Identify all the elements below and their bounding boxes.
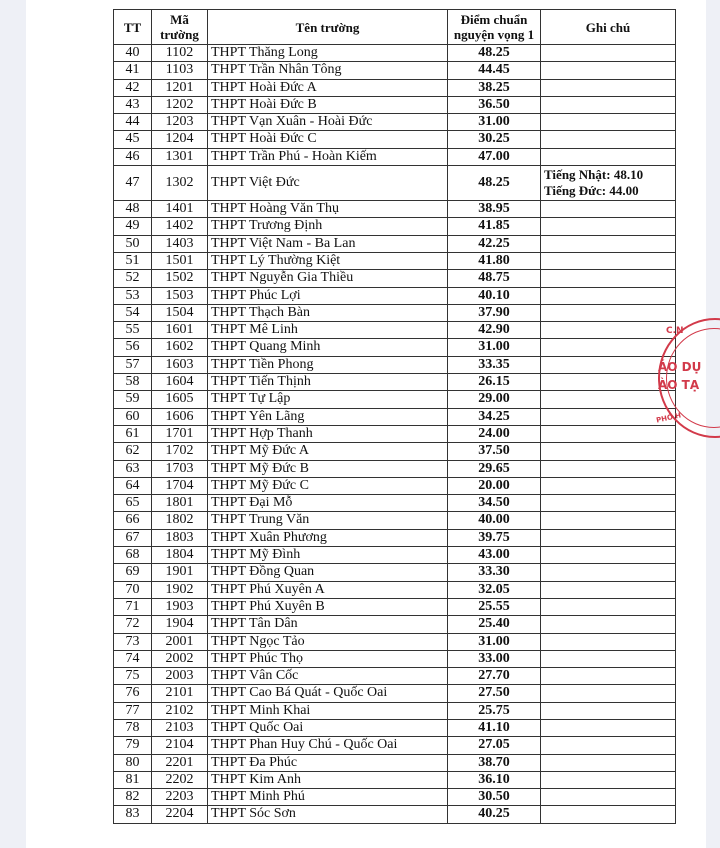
cell-ma-truong: 1504 [152, 304, 208, 321]
cell-tt: 40 [114, 45, 152, 62]
table-row [114, 529, 676, 546]
cell-diem-chuan: 27.50 [448, 685, 541, 702]
cell-diem-chuan: 30.50 [448, 789, 541, 806]
cell-ten-truong: THPT Việt Đức [208, 166, 448, 201]
cell-diem-chuan: 29.00 [448, 391, 541, 408]
table-row [114, 581, 676, 598]
cell-tt: 48 [114, 201, 152, 218]
cell-ten-truong: THPT Hoài Đức B [208, 96, 448, 113]
cell-ten-truong: THPT Việt Nam - Ba Lan [208, 235, 448, 252]
cell-diem-chuan: 34.25 [448, 408, 541, 425]
cell-ma-truong: 1605 [152, 391, 208, 408]
table-row [114, 460, 676, 477]
cell-diem-chuan: 25.75 [448, 702, 541, 719]
cell-diem-chuan: 34.50 [448, 495, 541, 512]
cell-ghi-chu [541, 598, 676, 615]
cell-tt: 67 [114, 529, 152, 546]
cell-ten-truong: THPT Kim Anh [208, 771, 448, 788]
cell-tt: 51 [114, 252, 152, 269]
cell-ten-truong: THPT Vạn Xuân - Hoài Đức [208, 114, 448, 131]
cell-ma-truong: 2102 [152, 702, 208, 719]
cell-diem-chuan: 39.75 [448, 529, 541, 546]
table-row [114, 771, 676, 788]
table-row [114, 218, 676, 235]
cell-diem-chuan: 26.15 [448, 374, 541, 391]
cell-ten-truong: THPT Tiến Thịnh [208, 374, 448, 391]
table-row [114, 166, 676, 201]
table-row [114, 806, 676, 823]
table-row [114, 719, 676, 736]
cell-ten-truong: THPT Mỹ Đình [208, 547, 448, 564]
cell-diem-chuan: 40.10 [448, 287, 541, 304]
table-row [114, 633, 676, 650]
table-row [114, 789, 676, 806]
cell-ghi-chu [541, 633, 676, 650]
table-row [114, 79, 676, 96]
stamp-text: PHÓ H [655, 411, 682, 425]
table-row [114, 322, 676, 339]
table-row [114, 495, 676, 512]
cell-diem-chuan: 38.95 [448, 201, 541, 218]
cell-ma-truong: 2101 [152, 685, 208, 702]
cell-diem-chuan: 38.25 [448, 79, 541, 96]
cell-ghi-chu [541, 806, 676, 823]
cell-ghi-chu [541, 685, 676, 702]
cell-ma-truong: 1402 [152, 218, 208, 235]
cell-ma-truong: 1503 [152, 287, 208, 304]
cell-diem-chuan: 27.70 [448, 668, 541, 685]
table-row [114, 616, 676, 633]
cell-ten-truong: THPT Quang Minh [208, 339, 448, 356]
table-row [114, 45, 676, 62]
cell-ten-truong: THPT Xuân Phương [208, 529, 448, 546]
cell-ten-truong: THPT Hoàng Văn Thụ [208, 201, 448, 218]
cell-ghi-chu [541, 789, 676, 806]
cell-ten-truong: THPT Phan Huy Chú - Quốc Oai [208, 737, 448, 754]
cell-ma-truong: 1802 [152, 512, 208, 529]
cell-diem-chuan: 31.00 [448, 339, 541, 356]
table-row [114, 737, 676, 754]
cell-ghi-chu [541, 477, 676, 494]
table-header-row [114, 10, 676, 45]
cell-ten-truong: THPT Tân Dân [208, 616, 448, 633]
table-row [114, 650, 676, 667]
cell-ma-truong: 1301 [152, 148, 208, 165]
cell-ten-truong: THPT Hoài Đức C [208, 131, 448, 148]
table-row [114, 564, 676, 581]
cell-ma-truong: 1103 [152, 62, 208, 79]
table-row [114, 270, 676, 287]
cell-ma-truong: 1704 [152, 477, 208, 494]
cell-diem-chuan: 29.65 [448, 460, 541, 477]
cell-ten-truong: THPT Yên Lãng [208, 408, 448, 425]
cell-diem-chuan: 25.55 [448, 598, 541, 615]
cell-ma-truong: 1202 [152, 96, 208, 113]
cell-ten-truong: THPT Mỹ Đức C [208, 477, 448, 494]
cell-ten-truong: THPT Minh Khai [208, 702, 448, 719]
cell-diem-chuan: 38.70 [448, 754, 541, 771]
cell-diem-chuan: 33.30 [448, 564, 541, 581]
cell-ten-truong: THPT Ngọc Tảo [208, 633, 448, 650]
table-row [114, 668, 676, 685]
cell-ten-truong: THPT Trần Phú - Hoàn Kiếm [208, 148, 448, 165]
stamp-text: ÀO TẠ [658, 378, 700, 392]
header-diem-chuan: Điểm chuẩn nguyện vọng 1 [448, 10, 541, 45]
cell-diem-chuan: 47.00 [448, 148, 541, 165]
cell-ten-truong: THPT Phúc Thọ [208, 650, 448, 667]
cell-tt: 80 [114, 754, 152, 771]
cell-diem-chuan: 31.00 [448, 114, 541, 131]
stamp-text: ÁO DỤ [658, 360, 702, 374]
cell-diem-chuan: 41.85 [448, 218, 541, 235]
cell-ma-truong: 1901 [152, 564, 208, 581]
table-row [114, 702, 676, 719]
cell-ten-truong: THPT Cao Bá Quát - Quốc Oai [208, 685, 448, 702]
cell-ghi-chu [541, 650, 676, 667]
cell-ten-truong: THPT Phú Xuyên B [208, 598, 448, 615]
cell-ten-truong: THPT Mỹ Đức A [208, 443, 448, 460]
cell-tt: 74 [114, 650, 152, 667]
table-row [114, 547, 676, 564]
header-ghi-chu: Ghi chú [541, 10, 676, 45]
table-row [114, 148, 676, 165]
cell-ma-truong: 1801 [152, 495, 208, 512]
cell-tt: 83 [114, 806, 152, 823]
cell-ghi-chu [541, 79, 676, 96]
cell-ghi-chu [541, 702, 676, 719]
table-row [114, 374, 676, 391]
table-row [114, 235, 676, 252]
cell-ten-truong: THPT Thăng Long [208, 45, 448, 62]
cell-tt: 46 [114, 148, 152, 165]
table-row [114, 598, 676, 615]
cell-tt: 49 [114, 218, 152, 235]
cell-diem-chuan: 37.50 [448, 443, 541, 460]
cell-ghi-chu [541, 754, 676, 771]
cell-ghi-chu [541, 114, 676, 131]
cell-ma-truong: 1904 [152, 616, 208, 633]
cell-ten-truong: THPT Trương Định [208, 218, 448, 235]
cell-diem-chuan: 20.00 [448, 477, 541, 494]
cell-tt: 54 [114, 304, 152, 321]
cell-ma-truong: 1606 [152, 408, 208, 425]
cell-tt: 70 [114, 581, 152, 598]
cell-ma-truong: 2003 [152, 668, 208, 685]
cell-tt: 52 [114, 270, 152, 287]
cell-ma-truong: 2204 [152, 806, 208, 823]
cell-diem-chuan: 41.10 [448, 719, 541, 736]
cell-ma-truong: 1803 [152, 529, 208, 546]
cell-tt: 65 [114, 495, 152, 512]
cell-diem-chuan: 37.90 [448, 304, 541, 321]
cell-ten-truong: THPT Quốc Oai [208, 719, 448, 736]
table-row [114, 408, 676, 425]
cell-ten-truong: THPT Vân Cốc [208, 668, 448, 685]
table-row [114, 201, 676, 218]
table-row [114, 114, 676, 131]
cell-ma-truong: 1701 [152, 425, 208, 442]
cell-tt: 64 [114, 477, 152, 494]
cell-ma-truong: 2201 [152, 754, 208, 771]
cell-ma-truong: 2002 [152, 650, 208, 667]
cell-ghi-chu [541, 460, 676, 477]
cell-tt: 77 [114, 702, 152, 719]
cell-ma-truong: 2203 [152, 789, 208, 806]
table-row [114, 96, 676, 113]
cell-ghi-chu [541, 62, 676, 79]
cell-tt: 61 [114, 425, 152, 442]
table-row [114, 425, 676, 442]
cell-diem-chuan: 40.00 [448, 512, 541, 529]
cell-ghi-chu [541, 495, 676, 512]
cell-diem-chuan: 36.50 [448, 96, 541, 113]
cell-ten-truong: THPT Phúc Lợi [208, 287, 448, 304]
cell-tt: 81 [114, 771, 152, 788]
table-row [114, 754, 676, 771]
cell-ghi-chu [541, 270, 676, 287]
cell-tt: 71 [114, 598, 152, 615]
cell-tt: 45 [114, 131, 152, 148]
cell-ma-truong: 1201 [152, 79, 208, 96]
cell-ten-truong: THPT Phú Xuyên A [208, 581, 448, 598]
header-tt: TT [114, 10, 152, 45]
cell-diem-chuan: 24.00 [448, 425, 541, 442]
cell-ma-truong: 1102 [152, 45, 208, 62]
cell-tt: 43 [114, 96, 152, 113]
cell-ghi-chu [541, 252, 676, 269]
cell-ghi-chu [541, 201, 676, 218]
cell-ghi-chu [541, 218, 676, 235]
cell-tt: 73 [114, 633, 152, 650]
table-row [114, 339, 676, 356]
cell-diem-chuan: 33.35 [448, 356, 541, 373]
cell-tt: 63 [114, 460, 152, 477]
note-line: Tiếng Nhật: 48.10 [544, 166, 644, 182]
cell-ten-truong: THPT Trần Nhân Tông [208, 62, 448, 79]
cell-diem-chuan: 44.45 [448, 62, 541, 79]
cell-ma-truong: 2202 [152, 771, 208, 788]
header-ma-truong: Mã trường [152, 10, 208, 45]
cell-ma-truong: 1602 [152, 339, 208, 356]
cell-ten-truong: THPT Sóc Sơn [208, 806, 448, 823]
cell-ten-truong: THPT Lý Thường Kiệt [208, 252, 448, 269]
cell-ma-truong: 1601 [152, 322, 208, 339]
cell-diem-chuan: 48.25 [448, 166, 541, 201]
cell-ghi-chu [541, 512, 676, 529]
cell-ten-truong: THPT Tiền Phong [208, 356, 448, 373]
cell-ma-truong: 1401 [152, 201, 208, 218]
table-row [114, 443, 676, 460]
cell-ghi-chu [541, 616, 676, 633]
cell-ma-truong: 1603 [152, 356, 208, 373]
cell-ghi-chu [541, 737, 676, 754]
admission-score-table [113, 9, 676, 824]
cell-ma-truong: 2103 [152, 719, 208, 736]
cell-ghi-chu [541, 668, 676, 685]
cell-tt: 56 [114, 339, 152, 356]
cell-ten-truong: THPT Tự Lập [208, 391, 448, 408]
cell-diem-chuan: 32.05 [448, 581, 541, 598]
cell-ten-truong: THPT Hoài Đức A [208, 79, 448, 96]
cell-ma-truong: 1501 [152, 252, 208, 269]
cell-ghi-chu [541, 131, 676, 148]
cell-ghi-chu [541, 719, 676, 736]
cell-diem-chuan: 36.10 [448, 771, 541, 788]
cell-tt: 53 [114, 287, 152, 304]
cell-ma-truong: 2001 [152, 633, 208, 650]
cell-ma-truong: 1203 [152, 114, 208, 131]
cell-diem-chuan: 41.80 [448, 252, 541, 269]
cell-tt: 82 [114, 789, 152, 806]
cell-tt: 42 [114, 79, 152, 96]
cell-tt: 76 [114, 685, 152, 702]
cell-ghi-chu [541, 96, 676, 113]
cell-ten-truong: THPT Đa Phúc [208, 754, 448, 771]
table-row [114, 62, 676, 79]
cell-ghi-chu [541, 443, 676, 460]
cell-ghi-chu [541, 166, 676, 201]
cell-tt: 79 [114, 737, 152, 754]
cell-tt: 41 [114, 62, 152, 79]
cell-diem-chuan: 25.40 [448, 616, 541, 633]
cell-ten-truong: THPT Hợp Thanh [208, 425, 448, 442]
cell-ma-truong: 1902 [152, 581, 208, 598]
cell-diem-chuan: 33.00 [448, 650, 541, 667]
cell-ghi-chu [541, 235, 676, 252]
cell-diem-chuan: 42.90 [448, 322, 541, 339]
cell-ma-truong: 1302 [152, 166, 208, 201]
cell-tt: 66 [114, 512, 152, 529]
cell-diem-chuan: 30.25 [448, 131, 541, 148]
cell-diem-chuan: 42.25 [448, 235, 541, 252]
cell-ghi-chu [541, 45, 676, 62]
cell-ghi-chu [541, 564, 676, 581]
table-row [114, 685, 676, 702]
cell-tt: 75 [114, 668, 152, 685]
cell-ghi-chu [541, 287, 676, 304]
cell-tt: 59 [114, 391, 152, 408]
stamp-text: C.N [666, 326, 684, 336]
cell-tt: 58 [114, 374, 152, 391]
cell-ma-truong: 2104 [152, 737, 208, 754]
cell-ten-truong: THPT Mỹ Đức B [208, 460, 448, 477]
cell-tt: 47 [114, 166, 152, 201]
cell-ghi-chu [541, 771, 676, 788]
cell-ten-truong: THPT Trung Văn [208, 512, 448, 529]
cell-ten-truong: THPT Mê Linh [208, 322, 448, 339]
cell-tt: 55 [114, 322, 152, 339]
table-body [114, 45, 676, 824]
cell-ghi-chu [541, 529, 676, 546]
cell-tt: 60 [114, 408, 152, 425]
cell-tt: 62 [114, 443, 152, 460]
table-row [114, 252, 676, 269]
cell-ten-truong: THPT Minh Phú [208, 789, 448, 806]
cell-ten-truong: THPT Đồng Quan [208, 564, 448, 581]
cell-ten-truong: THPT Thạch Bàn [208, 304, 448, 321]
table-row [114, 512, 676, 529]
cell-diem-chuan: 48.25 [448, 45, 541, 62]
cell-ten-truong: THPT Đại Mỗ [208, 495, 448, 512]
header-ten-truong: Tên trường [208, 10, 448, 45]
table-row [114, 287, 676, 304]
cell-tt: 57 [114, 356, 152, 373]
cell-ma-truong: 1703 [152, 460, 208, 477]
table-row [114, 356, 676, 373]
cell-ma-truong: 1502 [152, 270, 208, 287]
cell-ma-truong: 1204 [152, 131, 208, 148]
red-seal-stamp [652, 318, 720, 438]
cell-tt: 69 [114, 564, 152, 581]
note-line: Tiếng Đức: 44.00 [544, 183, 639, 199]
cell-ghi-chu [541, 148, 676, 165]
cell-ma-truong: 1804 [152, 547, 208, 564]
cell-diem-chuan: 31.00 [448, 633, 541, 650]
cell-tt: 68 [114, 547, 152, 564]
table-row [114, 391, 676, 408]
cell-ma-truong: 1903 [152, 598, 208, 615]
cell-tt: 44 [114, 114, 152, 131]
cell-tt: 78 [114, 719, 152, 736]
table-row [114, 131, 676, 148]
cell-ghi-chu [541, 547, 676, 564]
cell-ma-truong: 1702 [152, 443, 208, 460]
cell-ghi-chu [541, 581, 676, 598]
document-page [26, 0, 706, 848]
cell-diem-chuan: 40.25 [448, 806, 541, 823]
cell-tt: 50 [114, 235, 152, 252]
table-row [114, 304, 676, 321]
cell-ten-truong: THPT Nguyễn Gia Thiều [208, 270, 448, 287]
cell-diem-chuan: 27.05 [448, 737, 541, 754]
table-row [114, 477, 676, 494]
cell-tt: 72 [114, 616, 152, 633]
cell-ma-truong: 1604 [152, 374, 208, 391]
cell-ma-truong: 1403 [152, 235, 208, 252]
cell-diem-chuan: 43.00 [448, 547, 541, 564]
cell-diem-chuan: 48.75 [448, 270, 541, 287]
